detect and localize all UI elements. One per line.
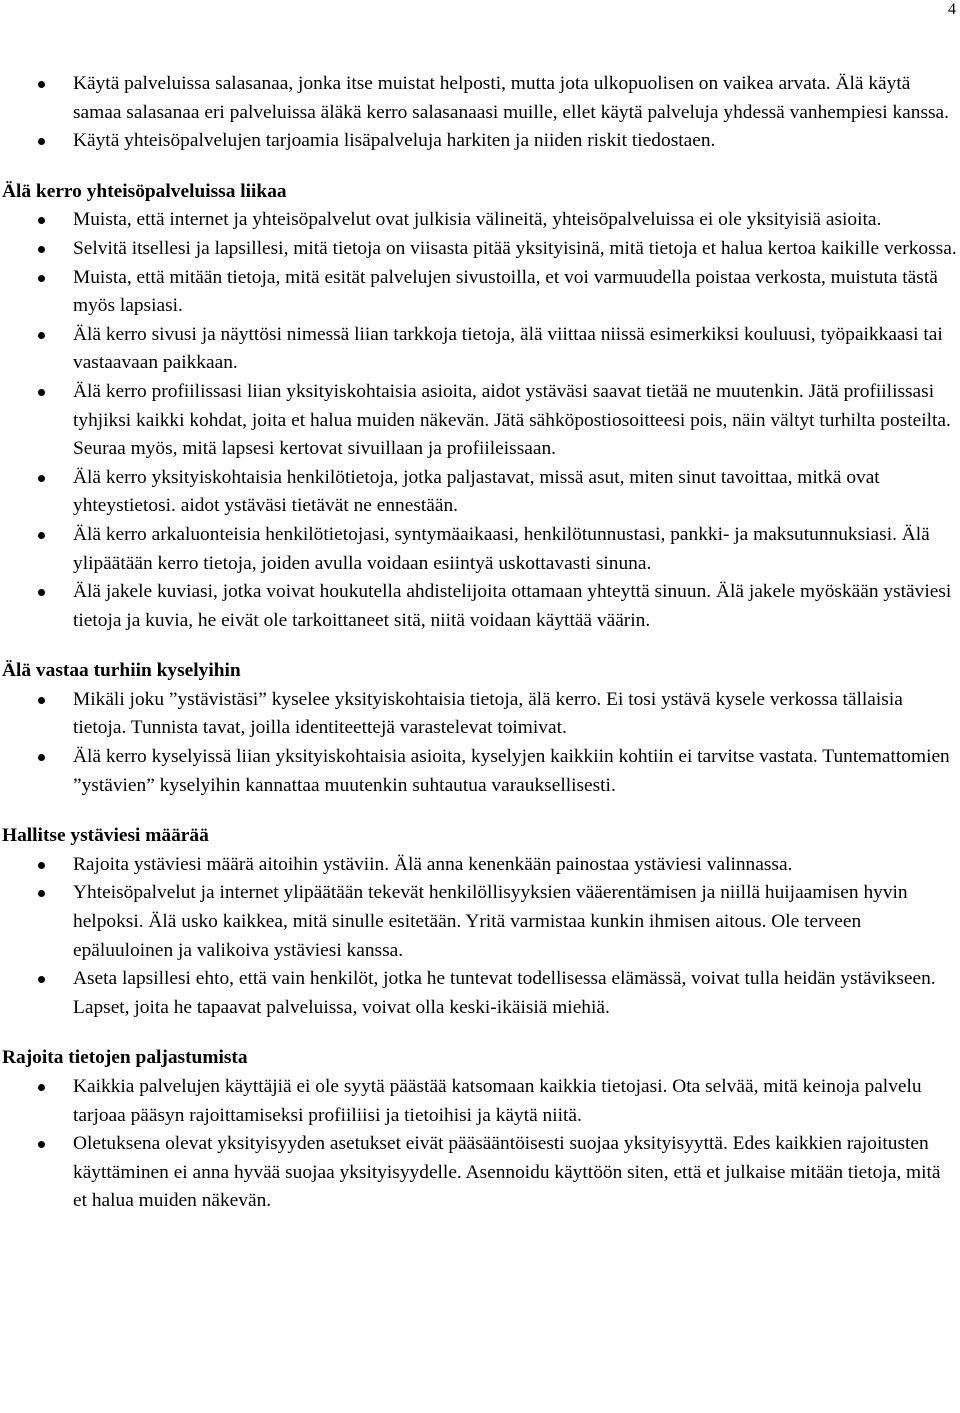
bullet-icon [38,890,45,897]
bullet-icon [38,589,45,596]
list-item-text: Aseta lapsillesi ehto, että vain henkilöt, jotka he tuntevat todellisessa elämässä, voivat tulla heidän ystävikseen. Lapset, joita he tapaavat palveluissa, voivat olla keski-ikäisiä miehiä. [73,968,936,1018]
list-item [2,127,958,156]
bullet-icon [38,275,45,282]
list-item-text: Kaikkia palvelujen käyttäjiä ei ole syytä päästää katsomaan kaikkia tietojasi. Ota selvää, mitä keinoja palvelu tarjoaa pääsyn rajoittamiseksi profiiliisi ja tietoihisi ja käytä niitä. [73,1076,922,1126]
page-number: 4 [948,1,956,18]
bullet-icon [38,389,45,396]
bullet-list [2,686,958,800]
list-item-text: Käytä palveluissa salasanaa, jonka itse muistat helposti, mutta jota ulkopuolisen on vaikea arvata. Älä käytä samaa salasanaa eri palveluissa äläkä kerro salasanaasi muille, ellet käytä palveluja yhdessä vanhempiesi kanssa. [73,73,950,123]
list-item [2,378,958,464]
bullet-icon [38,138,45,145]
bullet-icon [38,1141,45,1148]
section-heading: Älä vastaa turhiin kyselyihin [2,660,241,682]
document-body [2,70,958,1216]
list-item [2,851,958,880]
bullet-icon [38,1084,45,1091]
bullet-icon [38,81,45,88]
list-item-text: Älä kerro yksityiskohtaisia henkilötietoja, jotka paljastavat, missä asut, miten sinut tavoittaa, mitkä ovat yhteystietosi. aidot ystäväsi tietävät ne ennestään. [73,466,880,517]
list-item [2,965,958,1022]
list-item [2,686,958,743]
list-item [2,521,958,578]
section-heading: Älä kerro yhteisöpalveluissa liikaa [2,180,287,202]
list-item-text: Älä kerro sivusi ja näyttösi nimessä liian tarkkoja tietoja, älä viittaa niissä esimerkiksi kouluusi, työpaikkaasi tai vastaavaan paikkaan. [73,323,943,374]
list-item [2,578,958,635]
list-item-text: Mikäli joku ”ystävistäsi” kyselee yksityiskohtaisia tietoja, älä kerro. Ei tosi ystävä kysele verkossa tällaisia tietoja. Tunnista tavat, joilla identiteettejä varastelevat toimivat. [73,688,903,739]
bullet-list [2,1073,958,1216]
intro-list [2,70,958,156]
list-item [2,70,958,127]
bullet-icon [38,246,45,253]
bullet-icon [38,976,45,983]
bullet-list [2,851,958,1023]
list-item [2,206,958,235]
list-item [2,1073,958,1130]
bullet-icon [38,697,45,704]
list-item-text: Älä kerro profiilissasi liian yksityiskohtaisia asioita, aidot ystäväsi saavat tietää ne muutenkin. Jätä profiilissasi tyhjiksi kaikki kohdat, joita et halua muiden näkevän. Jätä sähköpostiosoitteesi pois, näin vältyt turhilta posteilta. Seuraa myös, mitä lapsesi kertovat sivuillaan ja profiileissaan. [73,380,951,460]
section-heading: Hallitse ystäviesi määrää [2,825,209,847]
list-item [2,235,958,264]
list-item [2,879,958,965]
list-item-text: Älä jakele kuviasi, jotka voivat houkutella ahdistelijoita ottamaan yhteyttä sinuun. Älä jakele myöskään ystäviesi tietoja ja kuvia, he eivät ole tarkoittaneet sitä, niitä voidaan käyttää väärin. [73,581,952,631]
list-item-text: Käytä yhteisöpalvelujen tarjoamia lisäpalveluja harkiten ja niiden riskit tiedostaen. [73,130,716,152]
list-item-text: Selvitä itsellesi ja lapsillesi, mitä tietoja on viisasta pitää yksityisinä, mitä tietoja et halua kertoa kaikille verkossa. [73,237,957,259]
section-ala-kerro-liikaa [2,156,958,636]
bullet-icon [38,862,45,869]
section-ala-vastaa-kyselyihin [2,635,958,800]
list-item [2,464,958,521]
section-heading: Rajoita tietojen paljastumista [2,1047,248,1069]
section-hallitse-ystavia [2,800,958,1022]
list-item-text: Älä kerro kyselyissä liian yksityiskohtaisia asioita, kyselyjen kaikkiin kohtiin ei tarvitse vastata. Tuntemattomien ”ystävien” kyselyihin kannattaa muutenkin suhtautua varauksellisesti. [73,746,950,796]
list-item [2,264,958,321]
bullet-icon [38,475,45,482]
bullet-list [2,206,958,635]
list-item-text: Muista, että internet ja yhteisöpalvelut ovat julkisia välineitä, yhteisöpalveluissa ei ole yksityisiä asioita. [73,209,882,231]
list-item-text: Älä kerro arkaluonteisia henkilötietojasi, syntymäaikaasi, henkilötunnustasi, pankki- ja maksutunnuksiasi. Älä ylipäätään kerro tietoja, joiden avulla voidaan esiintyä uskottavasti sinuna. [73,523,930,574]
bullet-icon [38,217,45,224]
list-item [2,743,958,800]
section-rajoita-tietoja [2,1022,958,1216]
bullet-icon [38,332,45,339]
list-item-text: Rajoita ystäviesi määrä aitoihin ystäviin. Älä anna kenenkään painostaa ystäviesi valinnassa. [73,853,793,875]
list-item-text: Muista, että mitään tietoja, mitä esität palvelujen sivustoilla, et voi varmuudella poistaa verkosta, muistuta tästä myös lapsiasi. [73,266,938,317]
bullet-icon [38,532,45,539]
bullet-icon [38,754,45,761]
list-item-text: Yhteisöpalvelut ja internet ylipäätään tekevät henkilöllisyyksien vääerentämisen ja niillä huijaamisen hyvin helpoksi. Älä usko kaikkea, mitä sinulle esitetään. Yritä varmistaa kunkin ihmisen aitous. Ole terveen epäluuloinen ja valikoiva ystäviesi kanssa. [73,882,908,961]
list-item [2,321,958,378]
list-item [2,1130,958,1216]
list-item-text: Oletuksena olevat yksityisyyden asetukset eivät pääsääntöisesti suojaa yksityisyyttä. Edes kaikkien rajoitusten käyttäminen ei anna hyvää suojaa yksityisyydelle. Asennoidu käyttöön siten, että et julkaise mitään tietoja, mitä et halua muiden näkevän. [73,1133,941,1212]
